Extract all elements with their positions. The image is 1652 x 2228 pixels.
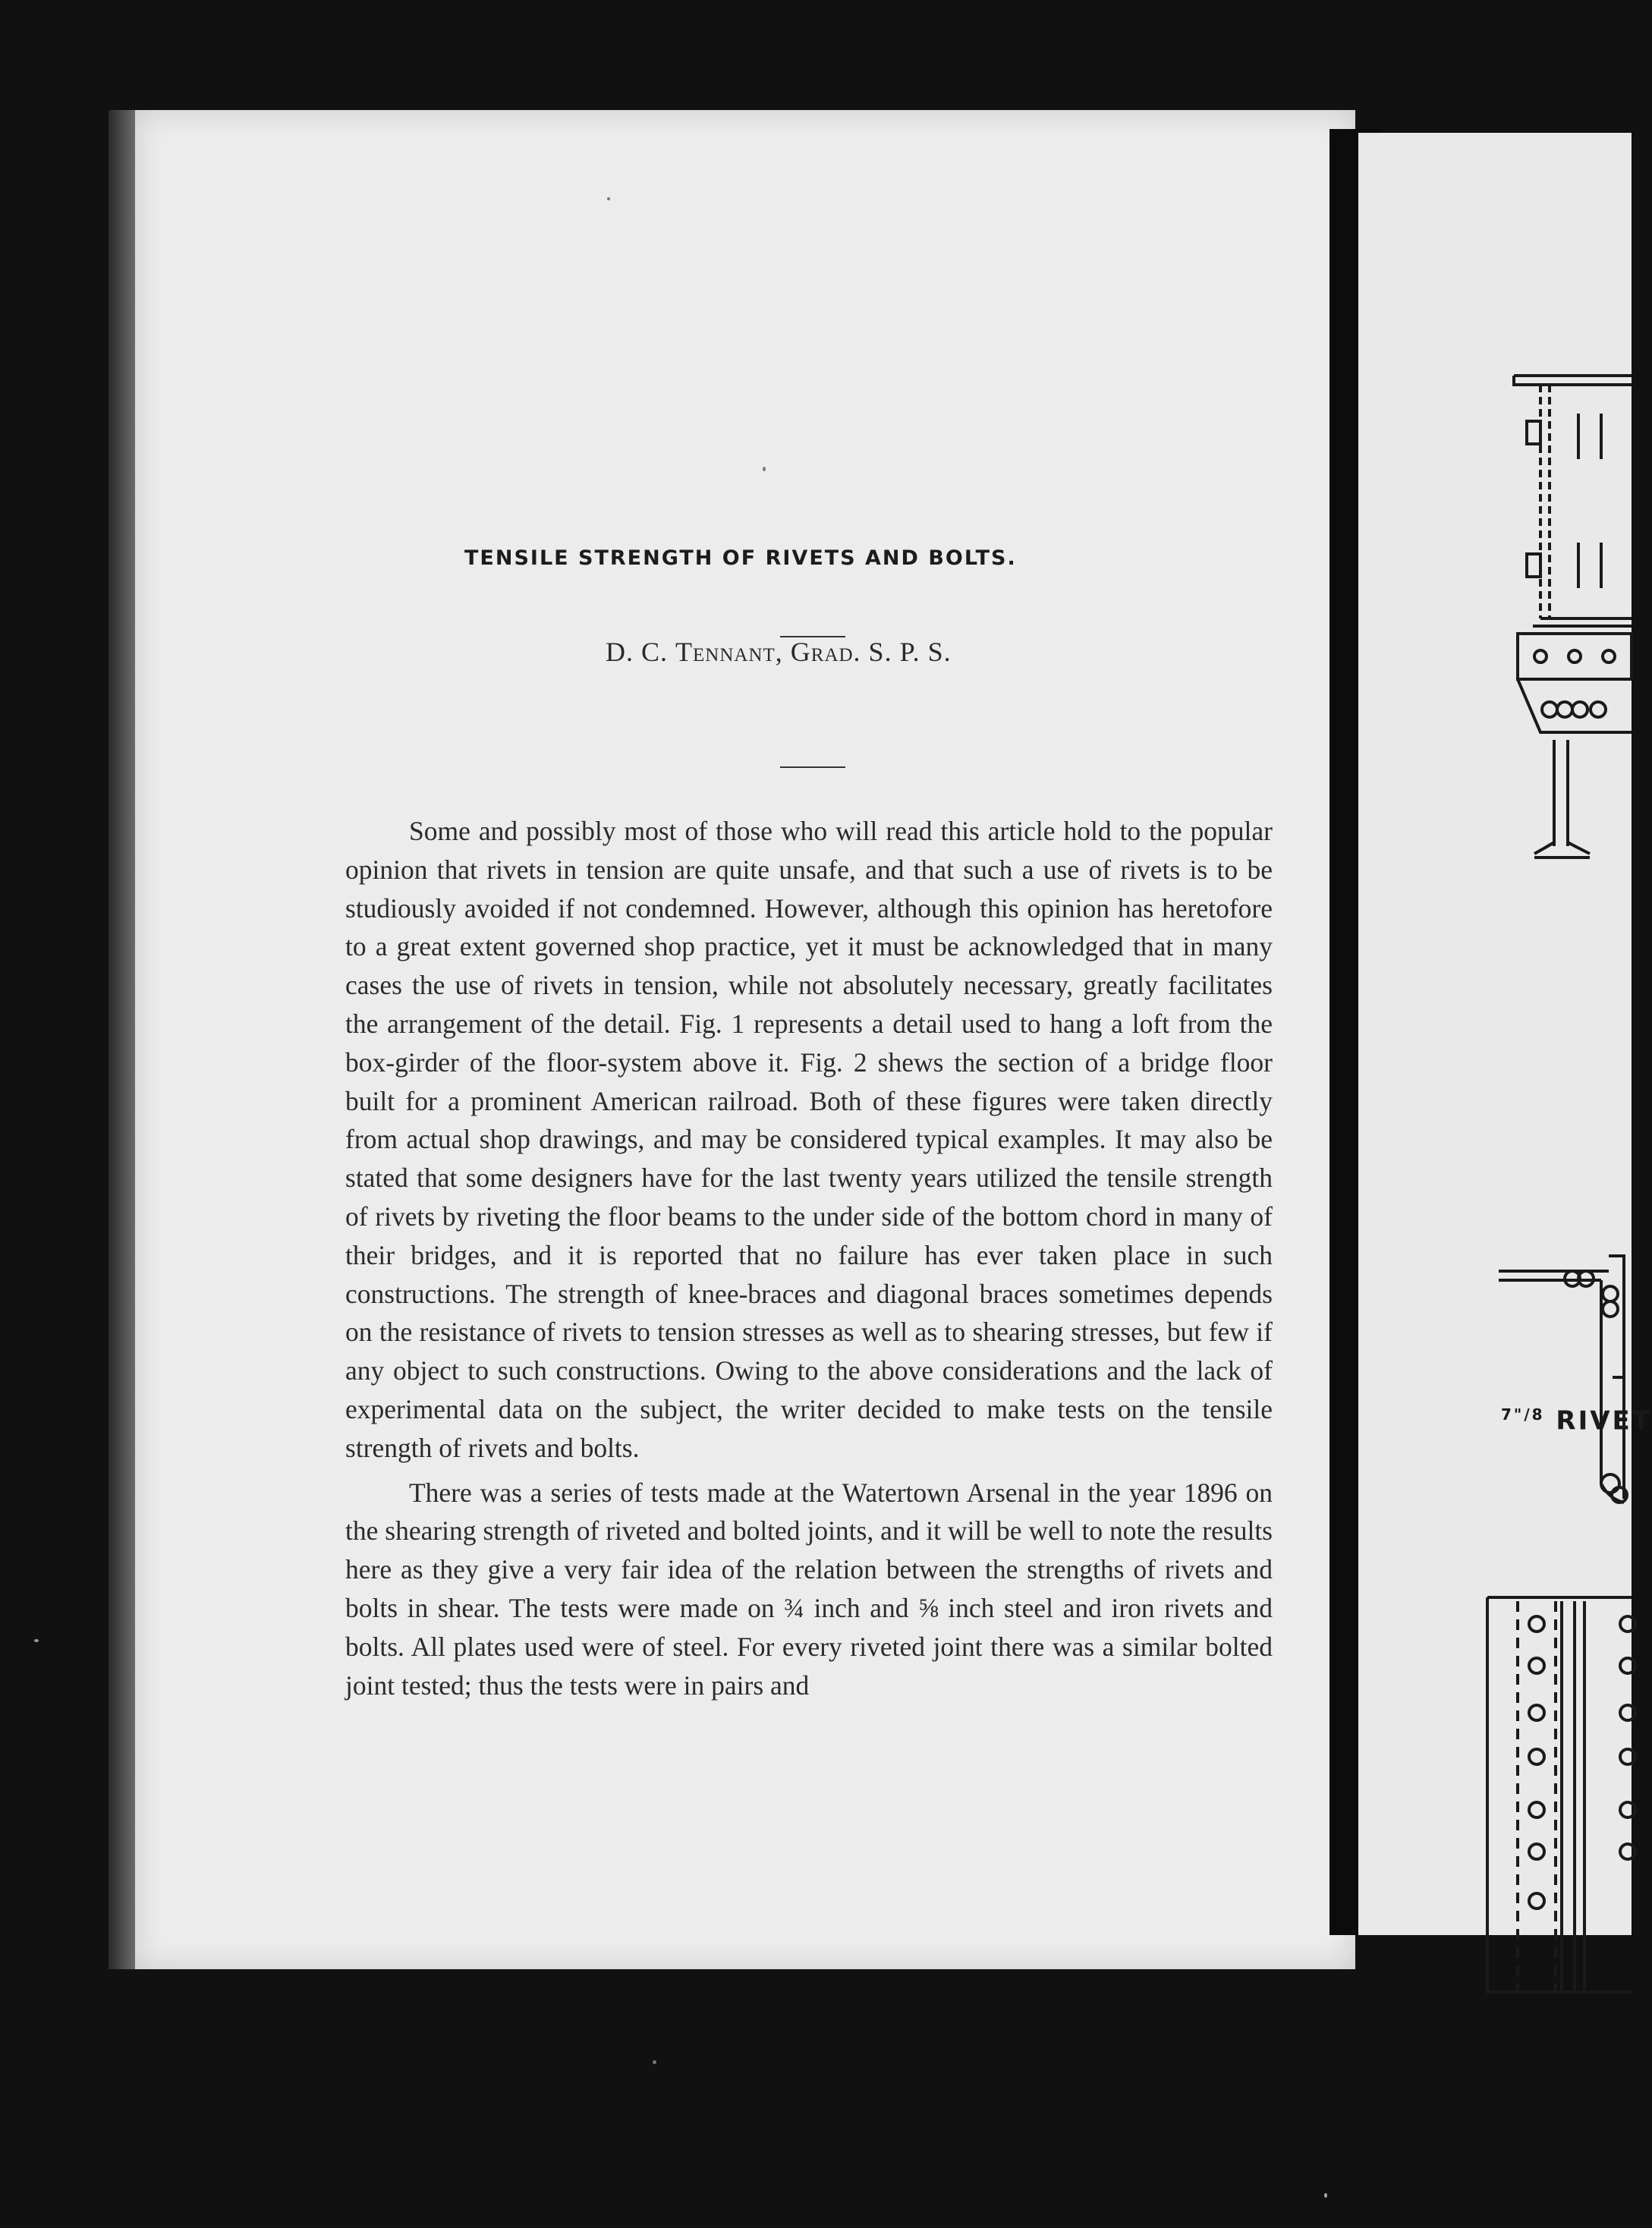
rivet-text: RIVET <box>1556 1405 1652 1437</box>
paragraph-2: There was a series of tests made at the Watertown Arsenal in the year 1896 on the shearing strength of riveted and bolted joints, and it will be well to note the results here as they give a very fair idea of the relation between the strengths of rivets and bolts in shear. The tests were made on ¾ inch and ⅝ inch steel and iron rivets and bolts. All plates used were of steel. For every riveted joint there was a similar bolted joint tested; thus the tests were in pairs and <box>345 1477 1273 1701</box>
author-initials: D. C. <box>606 637 669 667</box>
engineering-drawing <box>1358 133 1632 1935</box>
author-name: Tennant, <box>675 637 783 667</box>
rivet-fraction: 7"/8 <box>1501 1405 1545 1424</box>
author-divider <box>780 766 845 768</box>
author-byline <box>606 636 1137 668</box>
paragraph-1: Some and possibly most of those who will read this article hold to the popular opinion that rivets in tension are quite unsafe, and that such a use of rivets is to be studiously avoided if not condemned. However, although this opinion has heretofore to a great extent governed shop practice, yet it must be acknowledged that in many cases the use of rivets in tension, while not absolutely necessary, greatly facilitates the arrangement of the detail. Fig. 1 represents a detail used to hang a loft from the box-girder of the floor-system above it. Fig. 2 shews the section of a bridge floor built for a prominent American railroad. Both of these figures were taken directly from actual shop drawings, and may be considered typical examples. It may also be stated that some designers have for the last twenty years utilized the tensile strength of rivets by riveting the floor beams to the under side of the bottom chord in many of their bridges, and it is reported that no failure has ever taken place in such constructions. The strength of knee-braces and diagonal braces sometimes depends on the resistance of rivets to tension stresses as well as to shearing stresses, but few if any object to such constructions. Owing to the above considerations and the lack of experimental data on the subject, the writer decided to make tests on the tensile strength of rivets and bolts. <box>345 816 1273 1463</box>
article-body <box>345 812 1273 1704</box>
author-degree: Grad. S. P. S. <box>790 637 952 667</box>
right-page <box>1358 133 1632 1935</box>
rivet-label <box>1501 1405 1652 1436</box>
article-title: TENSILE STRENGTH OF RIVETS AND BOLTS. <box>464 546 1017 570</box>
